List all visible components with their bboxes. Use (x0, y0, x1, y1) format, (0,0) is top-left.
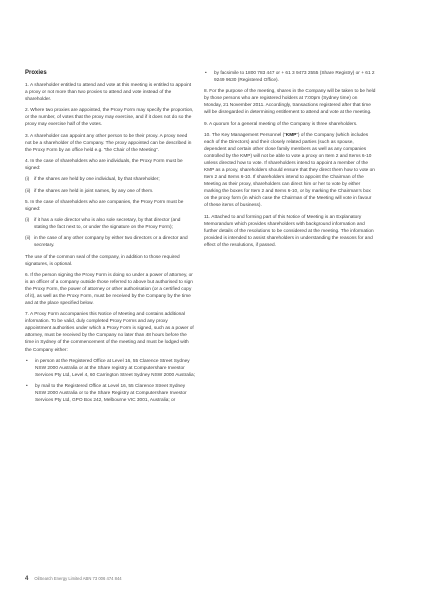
page-number: 4 (25, 576, 29, 582)
paragraph-text: ”) of the Company (which includes each of the Directors) and their closely related parties (such as spouse, dependent and certain other close family members as well as any companies controlled by the KMP) will not be able to vote a proxy on Item 2 and Items 6-10 unless directed how to vote. If shareholders intend to appoint a member of the KMP as a proxy, shareholders should ensure that they direct them how to vote on Item 2 and Items 6-10. If shareholders intend to appoint the Chairman of the Meeting as their proxy, shareholders can direct him or her to vote by either marking the boxes for Item 2 and Items 6-10, or by marking the Chairman’s box on the proxy form (in which case the Chairman of the Meeting will vote in favour of these items of business). (204, 132, 375, 209)
paragraph: 8. For the purpose of the meeting, shares in the Company will be taken to be held by those persons who are registered holders at 7:00pm (Sydney time) on Monday, 21 November 2011. Accordingly, transactions registered after that time will be disregarded in determining entitlement to attend and vote at the meeting. (204, 89, 376, 116)
item-marker: (i) (25, 177, 30, 183)
paragraph: 11. Attached to and forming part of this Notice of Meeting is an Explanatory Memorandum which provides shareholders with background information and further details of the resolutions to be considered at the meeting. The information provided is intended to assist shareholders in understanding the reasons for and effect of the resolutions, if passed. (204, 214, 374, 248)
bullet-item (204, 70, 376, 84)
paragraph: 4. In the case of shareholders who are individuals, the Proxy Form must be signed: (25, 158, 183, 172)
right-column (204, 70, 376, 253)
bullet-marker: • (26, 384, 28, 390)
right-text-flow (204, 70, 376, 249)
item-text: by mail to the Registered Office at Level 16, 55 Clarence Street Sydney NSW 2000 Australia or to the Share Registry at Computershare Investor Services Pty Ltd, GPO Box 242, Melbourne VIC 3001, Australia; or (35, 384, 187, 404)
enumerated-item (25, 188, 195, 195)
item-text: if the shares are held by one individual, by that shareholder; (34, 177, 160, 183)
item-marker: (ii) (25, 236, 31, 242)
page-footer (25, 576, 122, 582)
item-marker: (i) (25, 218, 30, 224)
paragraph: 6. If the person signing the Proxy Form is doing so under a power of attorney, or is an officer of a company outside those referred to above but authorised to sign the Proxy Form, the power of attorney or other authorisation (or a certified copy of it), as well as the Proxy Form, must be received by the Company by the time and at the place specified below. (25, 272, 193, 307)
item-text: by facsimile to 1800 783 447 or + 61 3 9473 2555 (Share Registry) or + 61 2 9249 9630 (Registered Office). (214, 71, 375, 84)
paragraph: 3. A shareholder can appoint any other person to be their proxy. A proxy need not be a shareholder of the Company. The proxy appointed can be described in the Proxy Form by an office held e.g. “the Chair of the Meeting”. (25, 133, 192, 153)
bullet-item (25, 358, 195, 379)
paragraph: 2. Where two proxies are appointed, the Proxy Form may specify the proportion, or the number, of votes that the proxy may exercise, and if it does not do so the proxy may exercise half of the votes. (25, 108, 194, 128)
bullet-marker: • (26, 358, 28, 364)
bullet-item (25, 383, 195, 404)
item-text: in the case of any other company by either two directors or a director and secretary. (34, 236, 188, 249)
paragraph (204, 132, 376, 210)
section-heading: Proxies (25, 70, 47, 76)
paragraph: 5. In the case of shareholders who are companies, the Proxy Form must be signed: (25, 199, 184, 212)
left-text-flow (25, 82, 195, 404)
item-text: in person at the Registered Office at Level 16, 55 Clarence Street Sydney NSW 2000 Australia or at the Share registry at Computershare Investor Services Pty Ltd, Level 4, 60 Carrington Street Sydney NSW 2000 Australia; (35, 358, 195, 378)
paragraph: 9. A quorum for a general meeting of the Company is three shareholders. (204, 121, 358, 127)
paragraph: 7. A Proxy Form accompanies this Notice of Meeting and contains additional information. To be valid, duly completed Proxy Forms and any proxy appointment authorities under which a Proxy Form is signed, such as a power of attorney, must be received by the Company no later than 48 hours before the time in Sydney of the commencement of the meeting and must be lodged with the Company either: (25, 312, 194, 353)
enumerated-item (25, 176, 195, 183)
enumerated-item (25, 217, 195, 231)
defined-term: KMP (285, 132, 297, 138)
paragraph: 1. A shareholder entitled to attend and vote at this meeting is entitled to appoint a proxy or not more than two proxies to attend and vote instead of the shareholder. (25, 83, 192, 103)
item-text: if it has a sole director who is also sole secretary, by that director (and stating the fact next to, or under the signature on the Proxy Form); (34, 218, 181, 231)
footer-company: OilSearch Energy Limited ABN 73 006 474 844 (34, 576, 122, 581)
paragraph-text-start: 10. The Key Management Personnel (“ (204, 132, 286, 138)
enumerated-item (25, 235, 195, 249)
paragraph: The use of the common seal of the company, in addition to those required signatures, is optional. (25, 254, 180, 267)
item-marker: (ii) (25, 188, 31, 194)
left-column (25, 70, 195, 408)
bullet-marker: • (205, 71, 207, 76)
item-text: if the shares are held in joint names, by any one of them. (34, 188, 154, 194)
